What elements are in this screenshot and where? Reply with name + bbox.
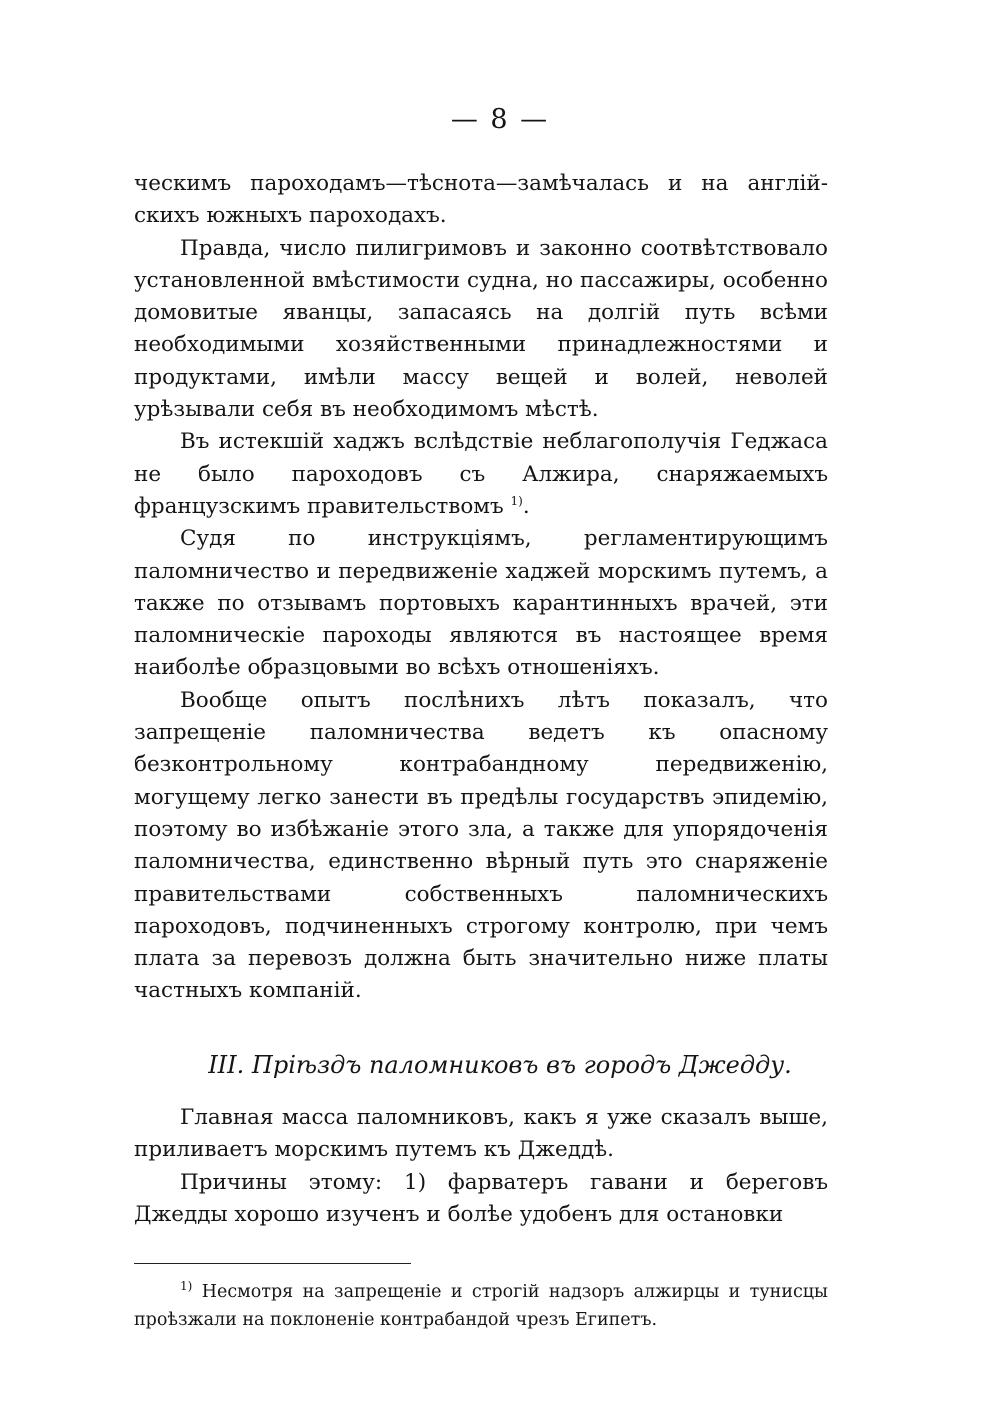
footnote-paragraph [134,1278,828,1334]
footnote [134,1278,828,1334]
body-text [134,168,828,1008]
section-heading: III. Пріѣздъ паломниковъ въ городъ Джедду. [208,1051,792,1079]
paragraph: Вообще опытъ послѣнихъ лѣтъ показалъ, что запрещеніе паломничества ведетъ къ опасному безконтрольному контрабандному передвиженію, могущему легко занести въ предѣлы государствъ эпидемію, поэтому во избѣжаніе этого зла, а также для упорядоченія паломничества, единственно вѣрный путь это снаряженіе правительствами собственныхъ паломническихъ пароходовъ, подчиненныхъ строгому контролю, при чемъ плата за перевозъ должна быть значительно ниже платы частныхъ компаній. [134,687,828,1004]
paragraph-end: . [522,493,530,519]
paragraph: Причины этому: 1) фарватеръ гавани и береговъ Джедды хорошо изученъ и болѣе удобенъ для остановки [134,1169,828,1227]
paragraph-text: Въ истекшій хаджъ вслѣдствіе неблагополучія Геджаса не было пароходовъ съ Алжира, снаряжаемыхъ французскимъ правительствомъ [134,429,828,519]
paragraph-with-note [134,426,828,523]
paragraph-continued: ческимъ пароходамъ—тѣснота—замѣчалась и на англій-скихъ южныхъ пароходахъ. [134,171,828,229]
footnote-marker: 1) [180,1279,193,1294]
paragraph: Главная масса паломниковъ, какъ я уже сказалъ выше, приливаетъ морскимъ путемъ къ Джеддѣ. [134,1105,828,1163]
footnote-text: Несмотря на запрещеніе и строгій надзоръ алжирцы и тунисцы проѣзжали на поклоненіе контрабандой чрезъ Египетъ. [134,1282,828,1330]
paragraph: Судя по инструкціямъ, регламентирующимъ паломничество и передвиженіе хаджей морскимъ путемъ, а также по отзывамъ портовыхъ карантинныхъ врачей, эти паломническіе пароходы являются въ настоящее время наиболѣе образцовыми во всѣхъ отношеніяхъ. [134,526,828,681]
page-number: — 8 — [450,104,550,135]
footnote-reference: 1) [510,493,523,508]
footnote-divider [134,1263,411,1264]
paragraph: Правда, число пилигримовъ и законно соотвѣтствовало установленной вмѣстимости судна, но пассажиры, особенно домовитые яванцы, запасаясь на долгій путь всѣми необходимыми хозяйственными принадлежностями и продуктами, имѣли массу вещей и волей, неволей урѣзывали себя въ необходимомъ мѣстѣ. [134,235,828,423]
section-body-text [134,1102,828,1231]
